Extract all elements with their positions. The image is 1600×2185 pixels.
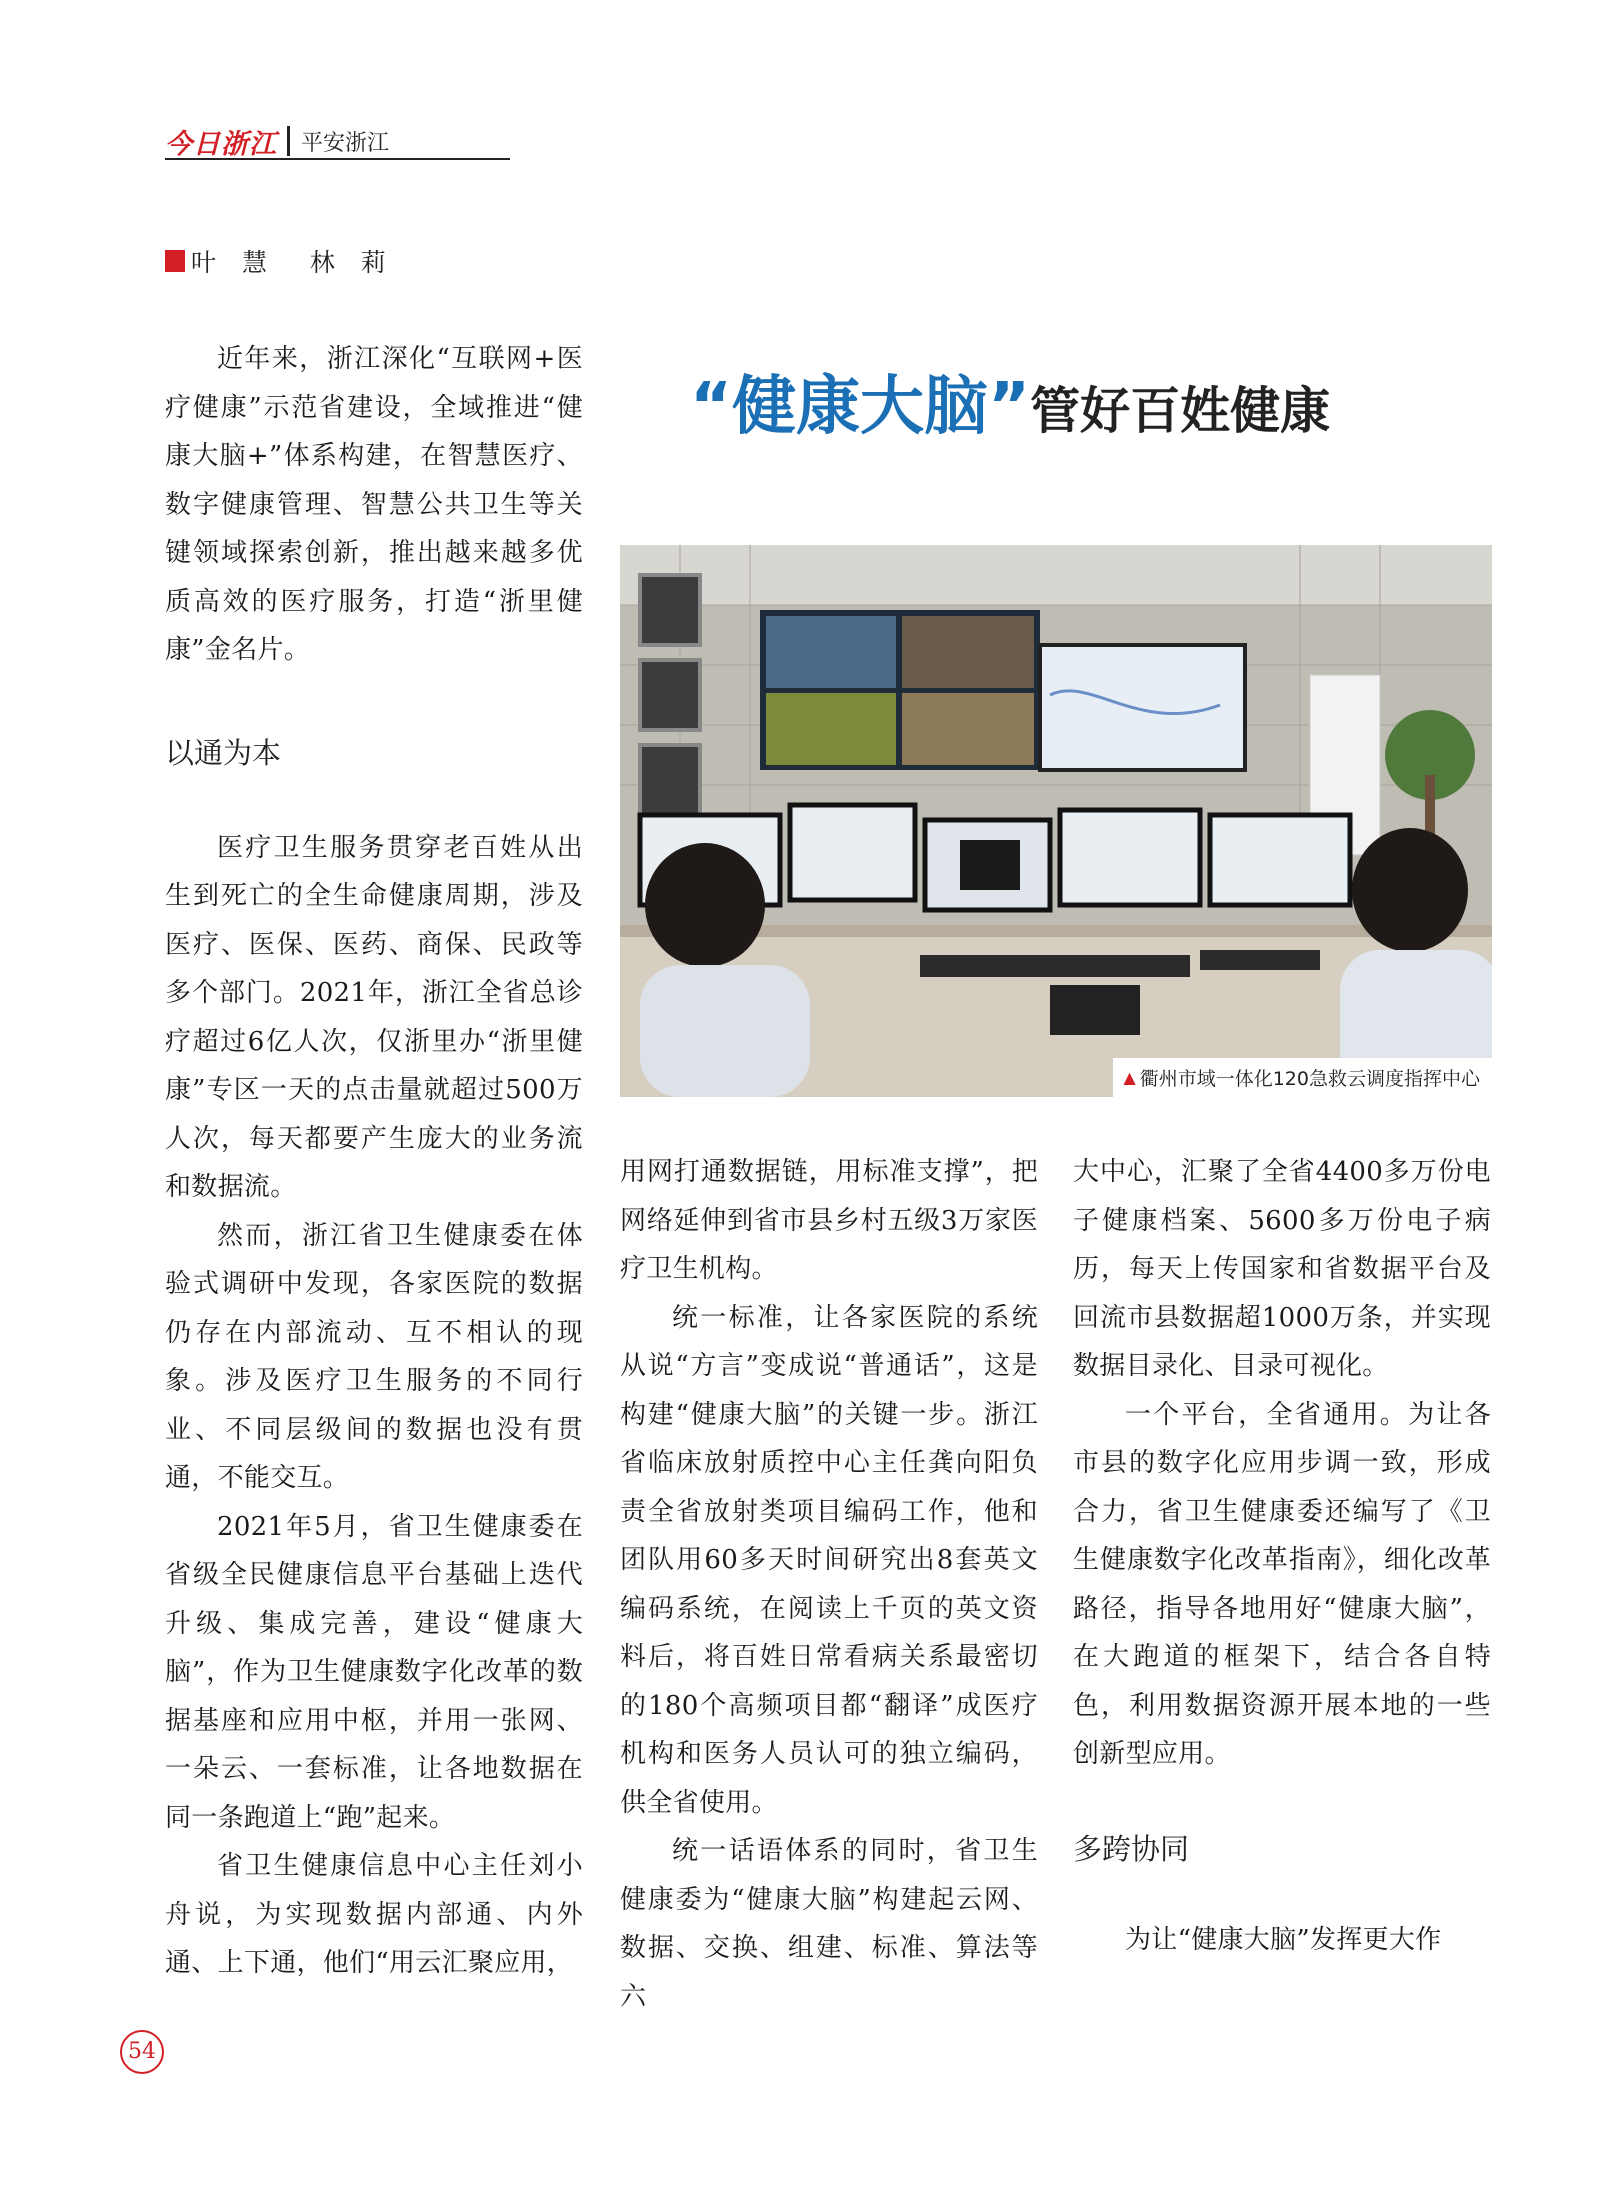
- paragraph: 统一话语体系的同时，省卫生健康委为“健康大脑”构建起云网、数据、交换、组建、标准、算法等六: [620, 1836, 1038, 2012]
- paragraph: 2021年5月，省卫生健康委在省级全民健康信息平台基础上迭代升级、集成完善，建设“健康大脑”，作为卫生健康数字化改革的数据基座和应用中枢，并用一张网、一朵云、一套标准，让各地数据在同一条跑道上“跑”起来。: [165, 1511, 583, 1833]
- author-line: [165, 243, 395, 279]
- text-column-3: [1073, 1148, 1491, 1964]
- title-rest: 管好百姓健康: [1030, 381, 1331, 440]
- caption-text: 衢州市域一体化120急救云调度指挥中心: [1139, 1068, 1480, 1090]
- triangle-up-icon: ▲: [1123, 1068, 1136, 1087]
- text-column-1: [165, 335, 583, 1988]
- paragraph: 为让“健康大脑”发挥更大作: [1125, 1924, 1442, 1955]
- paragraph: 然而，浙江省卫生健康委在体验式调研中发现，各家医院的数据仍存在内部流动、互不相认的现象。涉及医疗卫生服务的不同行业、不同层级间的数据也没有贯通，不能交互。: [165, 1220, 583, 1493]
- paragraph: 省卫生健康信息中心主任刘小舟说，为实现数据内部通、内外通、上下通，他们“用云汇聚应用，: [165, 1851, 583, 1978]
- section-name: 平安浙江: [301, 131, 390, 156]
- page-number: 54: [120, 2030, 164, 2074]
- page-header: [165, 118, 510, 160]
- paragraph: 统一标准，让各家医院的系统从说“方言”变成说“普通话”，这是构建“健康大脑”的关键一步。浙江省临床放射质控中心主任龚向阳负责全省放射类项目编码工作，他和团队用60多天时间研究出8套英文编码系统，在阅读上千页的英文资料后，将百姓日常看病关系最密切的180个高频项目都“翻译”成医疗机构和医务人员认可的独立编码，供全省使用。: [620, 1302, 1038, 1818]
- paragraph: 大中心，汇聚了全省4400多万份电子健康档案、5600多万份电子病历，每天上传国家和省数据平台及回流市县数据超1000万条，并实现数据目录化、目录可视化。: [1073, 1157, 1491, 1381]
- photo-caption: [1113, 1058, 1492, 1097]
- author-marker-icon: [165, 250, 185, 272]
- dispatch-center-photo: [620, 545, 1492, 1097]
- magazine-logo: 今日浙江: [165, 129, 277, 160]
- article-photo: [620, 545, 1492, 1097]
- title-highlight: “健康大脑”: [690, 370, 1031, 444]
- text-column-2: [620, 1148, 1038, 2021]
- paragraph: 一个平台，全省通用。为让各市县的数字化应用步调一致，形成合力，省卫生健康委还编写了《卫生健康数字化改革指南》，细化改革路径，指导各地用好“健康大脑”，在大跑道的框架下，结合各自特色，利用数据资源开展本地的一些创新型应用。: [1073, 1399, 1491, 1769]
- subheading-duokuaxietong: 多跨协同: [1073, 1831, 1190, 1866]
- paragraph: 医疗卫生服务贯穿老百姓从出生到死亡的全生命健康周期，涉及医疗、医保、医药、商保、民政等多个部门。2021年，浙江全省总诊疗超过6亿人次，仅浙里办“浙里健康”专区一天的点击量就超过500万人次，每天都要产生庞大的业务流和数据流。: [165, 832, 583, 1202]
- header-divider: [287, 126, 290, 156]
- author-names: 叶 慧 林 莉: [191, 248, 395, 277]
- paragraph: 用网打通数据链，用标准支撑”，把网络延伸到省市县乡村五级3万家医疗卫生机构。: [620, 1157, 1038, 1284]
- subheading-yitongweiben: 以通为本: [165, 735, 282, 770]
- article-title: [690, 355, 1450, 447]
- paragraph: 近年来，浙江深化“互联网+医疗健康”示范省建设，全域推进“健康大脑+”体系构建，在智慧医疗、数字健康管理、智慧公共卫生等关键领域探索创新，推出越来越多优质高效的医疗服务，打造“浙里健康”金名片。: [165, 344, 583, 665]
